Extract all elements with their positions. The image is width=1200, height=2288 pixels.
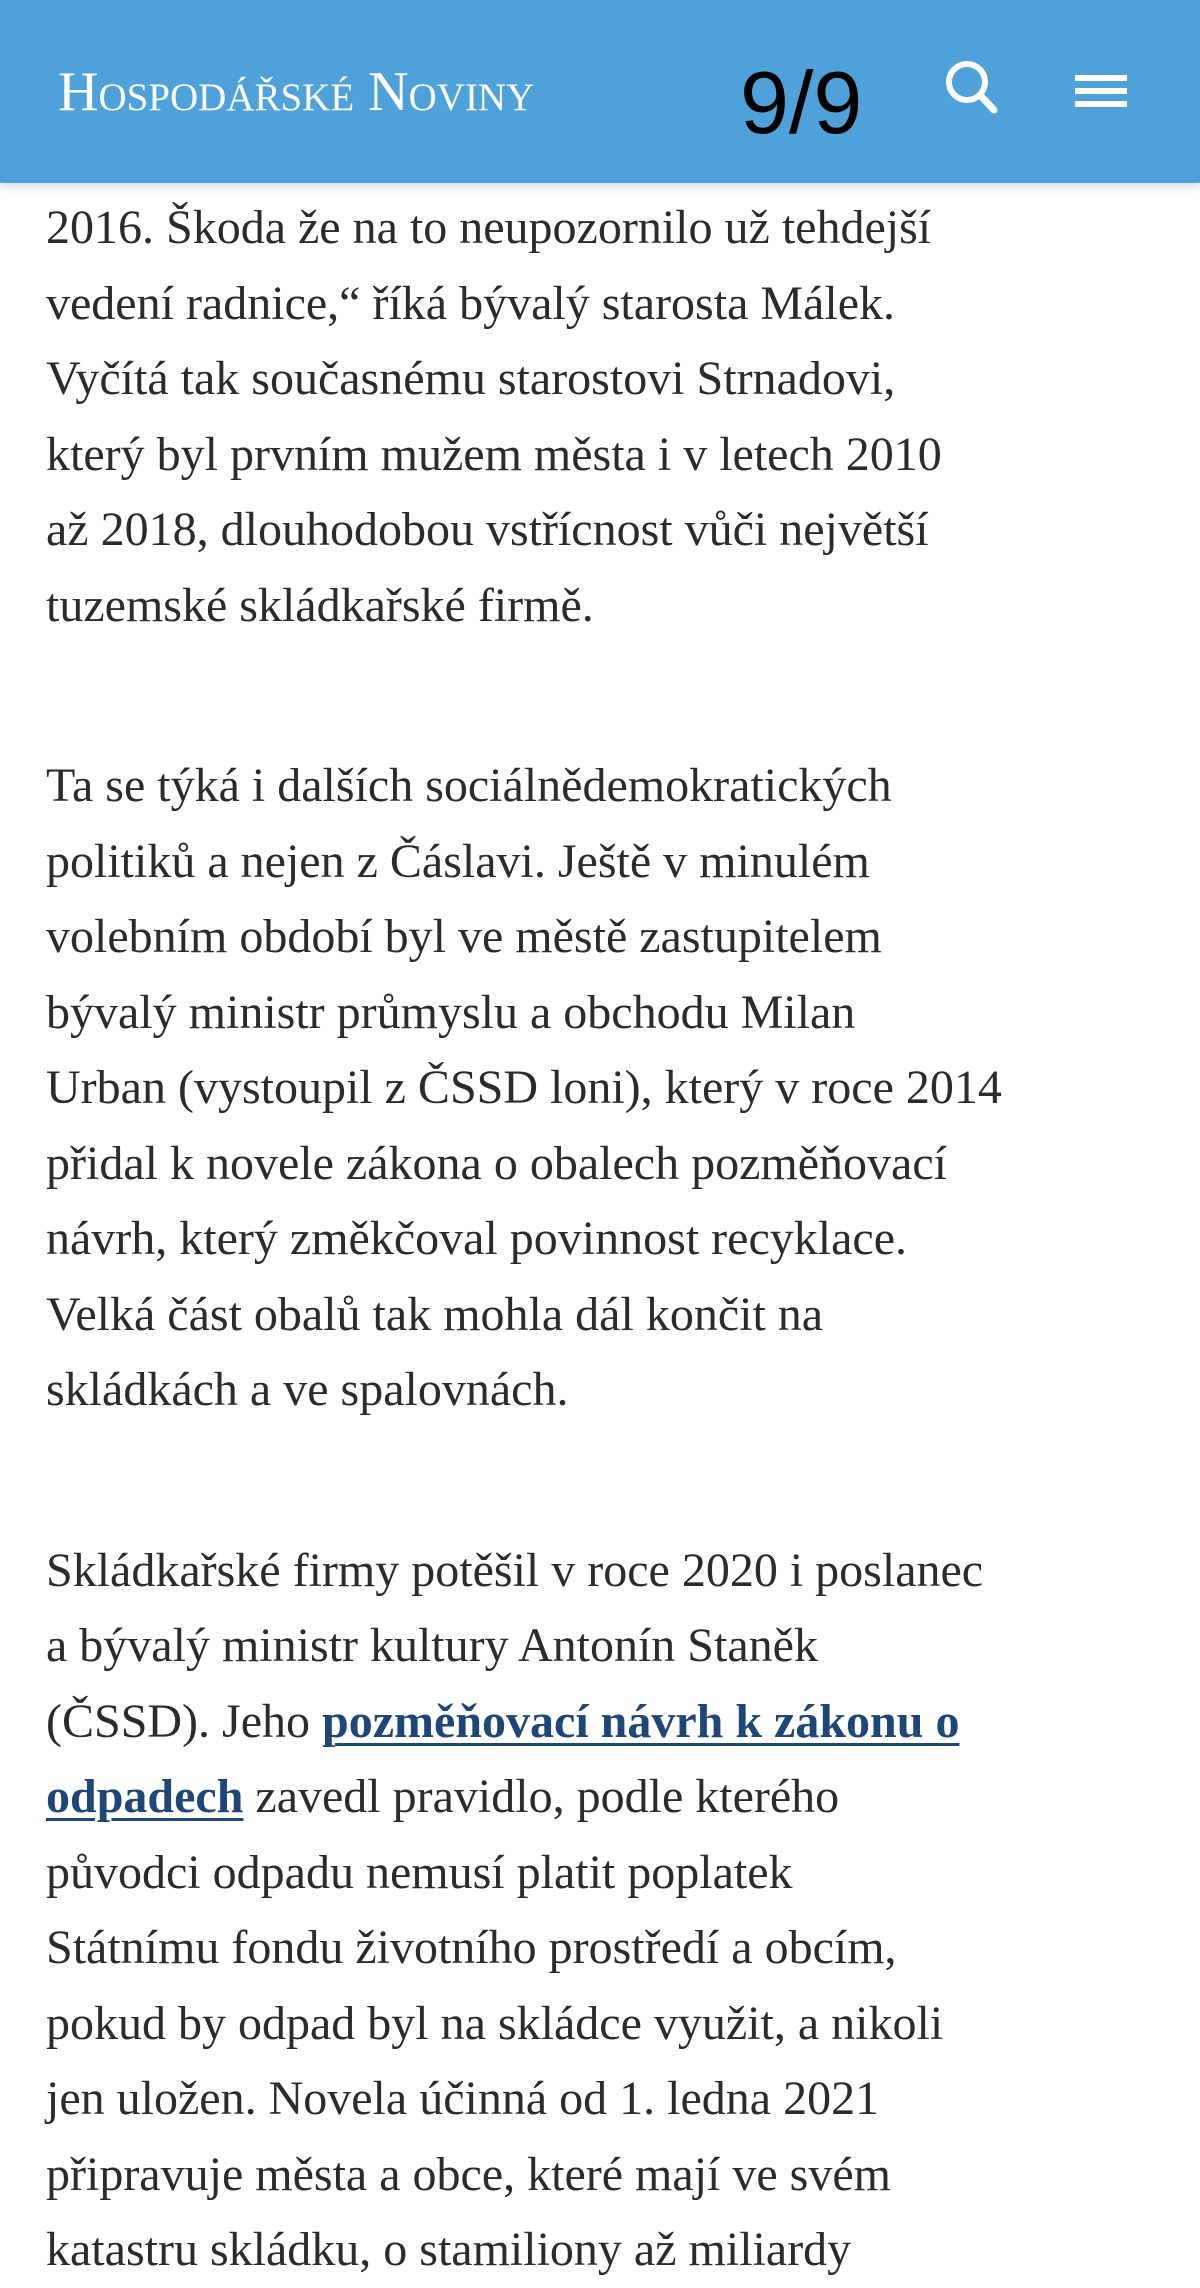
- paragraph-line: politiků a nejen z Čáslavi. Ještě v minulém: [46, 834, 870, 888]
- paragraph-line: připravuje města a obce, které mají ve svém: [46, 2147, 891, 2201]
- article-body: [46, 190, 1166, 2288]
- paragraph-line: [46, 1684, 1166, 1760]
- article-paragraph: [46, 190, 1166, 643]
- article-paragraph: [46, 748, 1166, 1428]
- paragraph-line: Velká část obalů tak mohla dál končit na: [46, 1287, 824, 1341]
- paragraph-line: bývalý ministr průmyslu a obchodu Milan: [46, 985, 856, 1039]
- paragraph-line: návrh, který změkčoval povinnost recyklace.: [46, 1212, 907, 1265]
- search-icon: [938, 55, 1008, 125]
- paragraph-line: vedení radnice,“ říká bývalý starosta Málek.: [46, 276, 895, 330]
- search-button[interactable]: [938, 55, 1008, 125]
- article-paragraph: [46, 1533, 1166, 2288]
- paragraph-line: a bývalý ministr kultury Antonín Staněk: [46, 1619, 818, 1672]
- paragraph-text: zavedl pravidlo, podle kterého: [243, 1770, 840, 1823]
- paragraph-line: 2016. Škoda že na to neupozornilo už tehdejší: [46, 201, 932, 254]
- page-counter: 9/9: [740, 53, 863, 152]
- paragraph-line: Ta se týká i dalších sociálnědemokratických: [46, 759, 892, 812]
- paragraph-line: pokud by odpad byl na skládce využit, a nikoli: [46, 1996, 944, 2050]
- top-app-bar: [0, 0, 1200, 183]
- amendment-link[interactable]: pozměňovací návrh k zákonu o: [322, 1694, 960, 1748]
- paragraph-line: Vyčítá tak současnému starostovi Strnadovi,: [46, 352, 896, 405]
- paragraph-line: který byl prvním mužem města i v letech 2010: [46, 427, 942, 481]
- paragraph-line: původci odpadu nemusí platit poplatek: [46, 1845, 793, 1899]
- paragraph-line: volebním období byl ve městě zastupitelem: [46, 910, 882, 963]
- paragraph-line: [46, 1759, 1166, 1835]
- menu-button[interactable]: [1066, 55, 1136, 125]
- paragraph-line: katastru skládku, o stamiliony až miliardy: [46, 2223, 852, 2276]
- paragraph-line: tuzemské skládkařské firmě.: [46, 578, 594, 632]
- paragraph-line: až 2018, dlouhodobou vstřícnost vůči největší: [46, 503, 929, 556]
- paragraph-line: Urban (vystoupil z ČSSD loni), který v roce 2014: [46, 1061, 1002, 1114]
- paragraph-spacer: [46, 1428, 1166, 1533]
- paragraph-line: Státnímu fondu životního prostředí a obcím,: [46, 1921, 897, 1974]
- paragraph-line: přidal k novele zákona o obalech pozměňovací: [46, 1136, 947, 1190]
- site-logo[interactable]: Hospodářské Noviny: [58, 61, 535, 123]
- paragraph-text: (ČSSD). Jeho: [46, 1694, 323, 1748]
- hamburger-menu-icon: [1066, 55, 1136, 125]
- paragraph-spacer: [46, 643, 1166, 748]
- paragraph-line: jen uložen. Novela účinná od 1. ledna 2021: [46, 2072, 880, 2125]
- paragraph-line: Skládkařské firmy potěšil v roce 2020 i poslanec: [46, 1543, 984, 1597]
- paragraph-line: skládkách a ve spalovnách.: [46, 1363, 569, 1416]
- amendment-link-continued[interactable]: odpadech: [46, 1770, 244, 1823]
